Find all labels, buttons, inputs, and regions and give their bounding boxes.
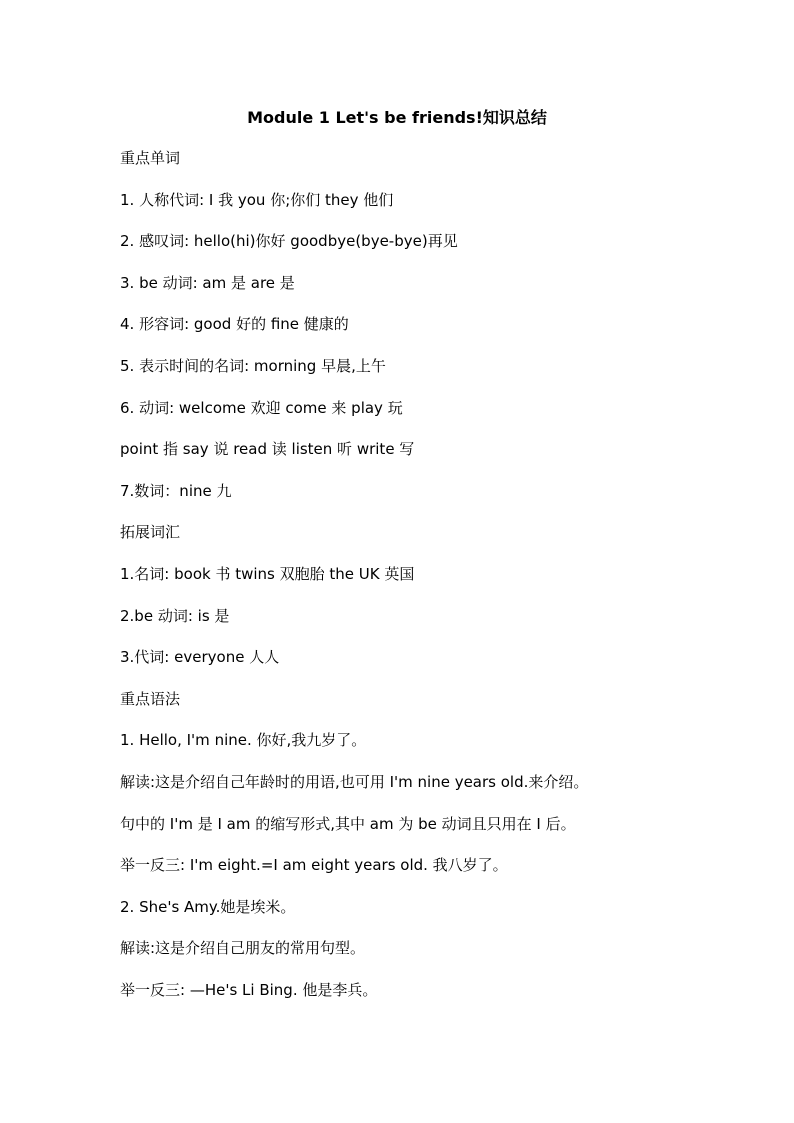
text-line: 7.数词：nine 九	[120, 481, 232, 500]
section-heading-extended-vocab: 拓展词汇	[120, 523, 181, 542]
text-line: 举一反三: I'm eight.=I am eight years old. 我八岁了。	[120, 856, 508, 875]
text-line: 2. 感叹词: hello(hi)你好 goodbye(bye-bye)再见	[120, 232, 458, 251]
text-line: 3. be 动词: am 是 are 是	[120, 273, 295, 292]
text-line: 解读:这是介绍自己年龄时的用语,也可用 I'm nine years old.来介绍。	[120, 772, 589, 791]
text-line: 6. 动词: welcome 欢迎 come 来 play 玩	[120, 398, 403, 417]
text-line: 1. 人称代词: I 我 you 你;你们 they 他们	[120, 190, 394, 209]
text-line: 3.代词: everyone 人人	[120, 648, 280, 667]
section-heading-key-grammar: 重点语法	[120, 689, 181, 708]
text-line: 句中的 I'm 是 I am 的缩写形式,其中 am 为 be 动词且只用在 I 后。	[120, 814, 576, 833]
text-line: 1. Hello, I'm nine. 你好,我九岁了。	[120, 731, 367, 750]
text-line: 5. 表示时间的名词: morning 早晨,上午	[120, 356, 386, 375]
text-line: 1.名词: book 书 twins 双胞胎 the UK 英国	[120, 564, 415, 583]
document-body	[120, 146, 740, 1019]
text-line: point 指 say 说 read 读 listen 听 write 写	[120, 440, 415, 459]
section-heading-key-words: 重点单词	[120, 149, 181, 167]
document-title: Module 1 Let's be friends!知识总结	[247, 108, 547, 127]
text-line: 解读:这是介绍自己朋友的常用句型。	[120, 939, 366, 958]
text-line: 4. 形容词: good 好的 fine 健康的	[120, 315, 349, 334]
text-line: 2. She's Amy.她是埃米。	[120, 897, 296, 916]
text-line: 2.be 动词: is 是	[120, 606, 230, 625]
text-line: 举一反三: —He's Li Bing. 他是李兵。	[120, 980, 378, 999]
